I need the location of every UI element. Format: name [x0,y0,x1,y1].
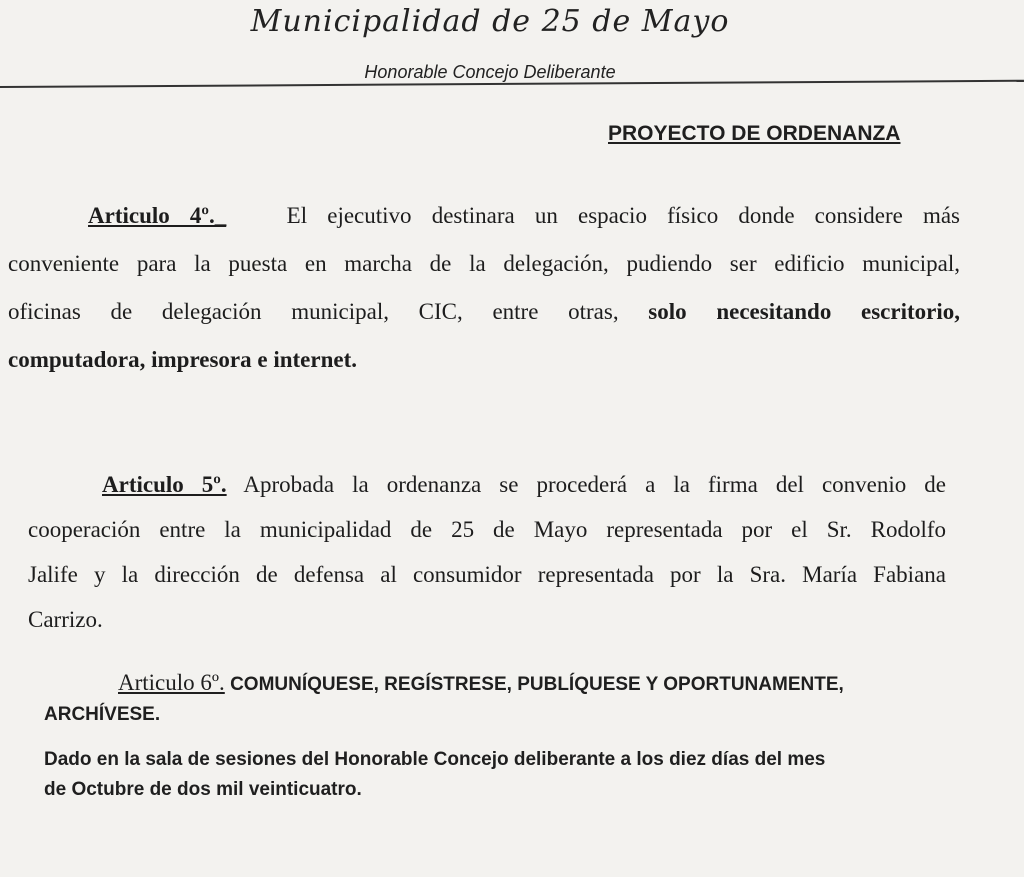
closing-line-1: Dado en la sala de sesiones del Honorable Concejo deliberante a los diez días del mes [44,749,826,770]
article-4-line-2: conveniente para la puesta en marcha de la delegación, pudiendo ser edificio municipal, [8,251,960,276]
article-5-line-2: cooperación entre la municipalidad de 25 de Mayo representada por el Sr. Rodolfo [28,517,946,542]
closing-statement [44,745,944,805]
article-5-text-1: Aprobada la ordenanza se procederá a la firma del convenio de [243,472,946,497]
article-5-heading: Articulo 5º. [102,472,227,497]
article-6 [44,668,944,730]
article-4-text-3: oficinas de delegación municipal, CIC, entre otras, [8,299,619,324]
letterhead-subtitle: Honorable Concejo Deliberante [364,62,616,82]
article-6-line-2: ARCHÍVESE. [44,704,161,725]
closing-line-2: de Octubre de dos mil veinticuatro. [44,779,362,800]
article-4-line-3 [8,288,960,336]
article-6-line-1 [44,668,944,700]
article-4-line-4: computadora, impresora e internet. [8,347,357,372]
article-6-heading: Articulo 6º. [118,670,225,695]
article-4-bold-3: solo necesitando escritorio, [648,299,960,324]
article-5-line-3: Jalife y la dirección de defensa al consumidor representada por la Sra. María Fabiana [28,562,946,587]
article-5 [28,462,946,642]
article-4-text-1: El ejecutivo destinara un espacio físico donde considere más [286,203,960,228]
article-5-line-1 [28,462,946,507]
article-4-heading: Articulo 4º._ [88,203,227,228]
letterhead-title: Municipalidad de 25 de Mayo [250,4,730,39]
document-title: PROYECTO DE ORDENANZA [608,122,901,145]
article-4-line-1 [8,192,960,240]
article-6-text-1: COMUNÍQUESE, REGÍSTRESE, PUBLÍQUESE Y OPORTUNAMENTE, [230,674,844,695]
article-5-line-4: Carrizo. [28,607,103,632]
article-4 [8,192,960,384]
